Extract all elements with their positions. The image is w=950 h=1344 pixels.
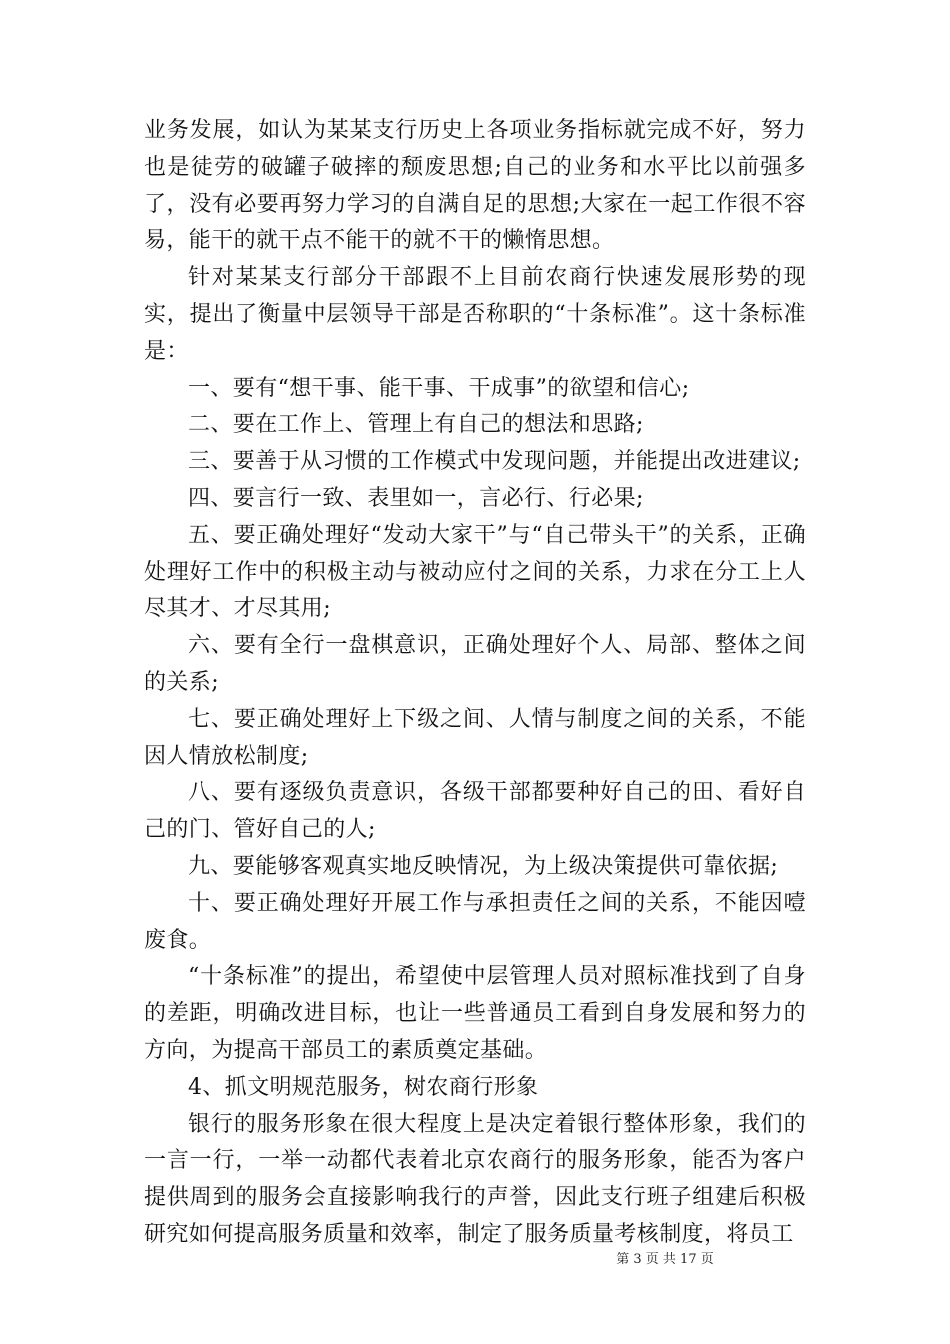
standard-item-4: 四、要言行一致、表里如一，言必行、行必果; [188,485,644,511]
section-heading-4: 4、抓文明规范服务，树农商行形象 [188,1074,539,1100]
standard-item-2: 二、要在工作上、管理上有自己的想法和思路; [188,412,644,438]
paragraph-summary: “十条标准”的提出，希望使中层管理人员对照标准找到了自身的差距，明确改进目标，也让一些普通员工看到自身发展和努力的方向，为提高干部员工的素质奠定基础。 [144,964,806,1063]
standard-item-7: 七、要正确处理好上下级之间、人情与制度之间的关系，不能因人情放松制度; [144,706,806,769]
standard-item-5: 五、要正确处理好“发动大家干”与“自己带头干”的关系，正确处理好工作中的积极主动与被动应付之间的关系，力求在分工上人尽其才、才尽其用; [144,522,806,622]
standard-item-1: 一、要有“想干事、能干事、干成事”的欲望和信心; [188,375,690,401]
page-number-label: 第 3 页 共 17 页 [616,1252,714,1267]
standard-item-6: 六、要有全行一盘棋意识，正确处理好个人、局部、整体之间的关系; [144,633,806,695]
paragraph-service: 银行的服务形象在很大程度上是决定着银行整体形象，我们的一言一行，一举一动都代表着北京农商行的服务形象，能否为客户提供周到的服务会直接影响我行的声誉，因此支行班子组建后积极研究如何提高服务质量和效率，制定了服务质量考核制度，将员工 [144,1111,806,1247]
standard-item-9: 九、要能够客观真实地反映情况，为上级决策提供可靠依据; [188,853,779,879]
standard-item-10: 十、要正确处理好开展工作与承担责任之间的关系，不能因噎废食。 [144,890,806,953]
page-footer [0,1248,950,1267]
standard-item-8: 八、要有逐级负责意识，各级干部都要种好自己的田、看好自己的门、管好自己的人; [144,780,806,843]
paragraph-1: 业务发展，如认为某某支行历史上各项业务指标就完成不好，努力也是徒劳的破罐子破摔的颓废思想;自己的业务和水平比以前强多了，没有必要再努力学习的自满自足的思想;大家在一起工作很不容易，能干的就干点不能干的就不干的懒惰思想。 [144,118,806,254]
standard-item-3: 三、要善于从习惯的工作模式中发现问题，并能提出改进建议; [188,449,801,475]
document-body [144,113,806,1254]
paragraph-2: 针对某某支行部分干部跟不上目前农商行快速发展形势的现实，提出了衡量中层领导干部是否称职的“十条标准”。这十条标准是： [144,265,806,364]
